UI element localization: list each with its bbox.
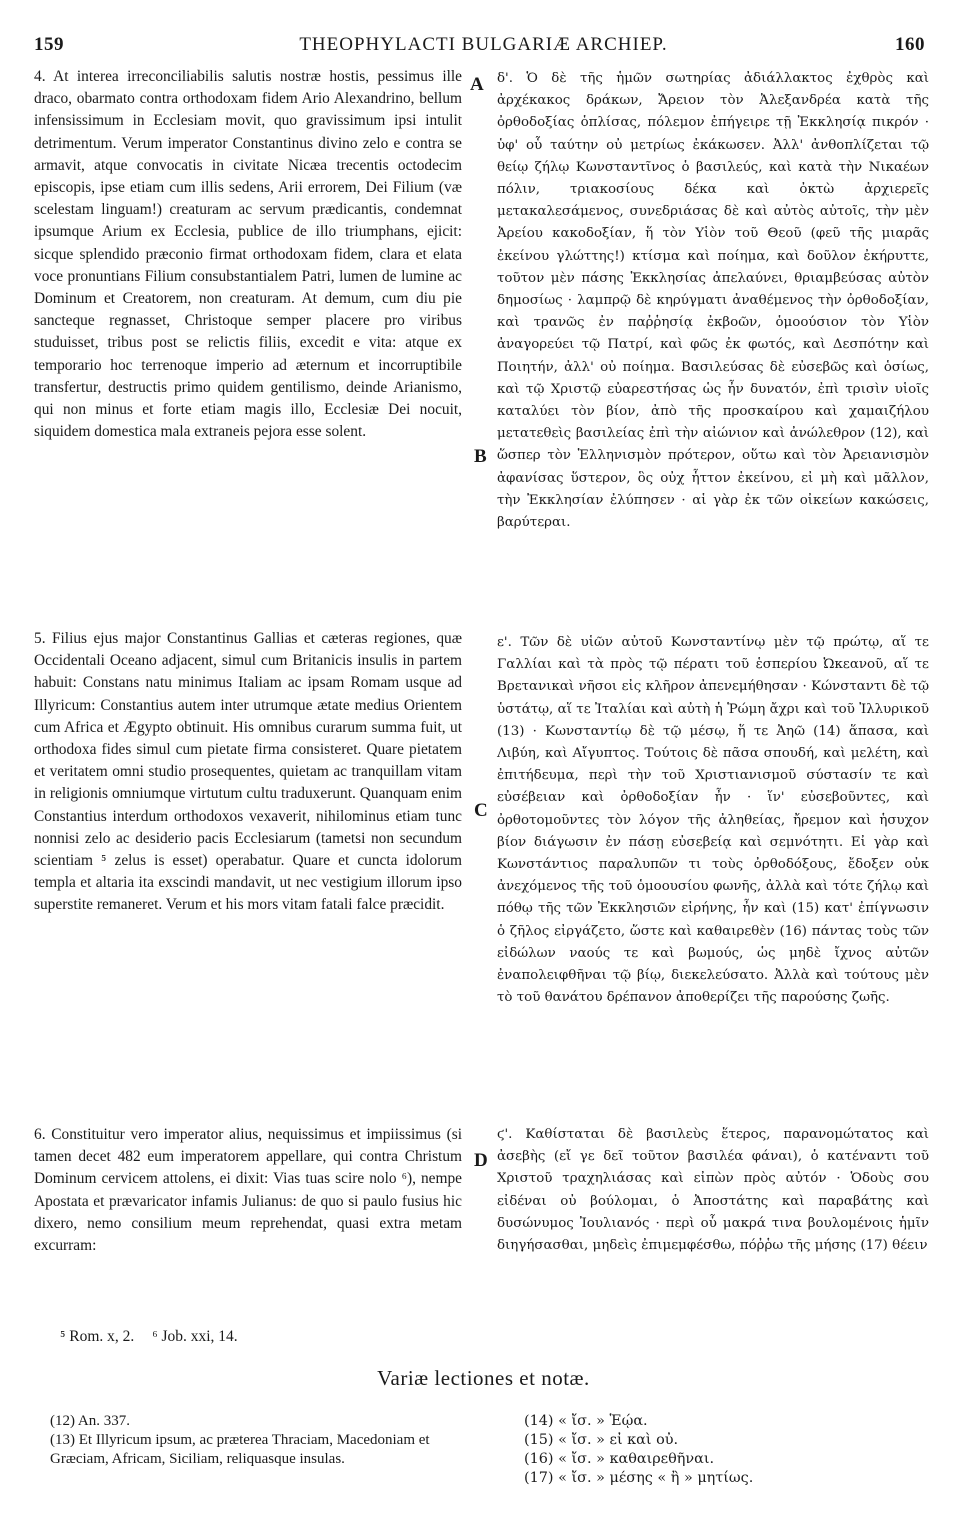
variae-note-14: (14) « ἴσ. » Ἑῴα. <box>524 1413 648 1429</box>
margin-letter-d: D <box>474 1150 488 1171</box>
greek-text-4: δ'. Ὁ δὲ τῆς ἡμῶν σωτηρίας ἀδιάλλακτος ἐχθρὸς καὶ ἀρχέκακος δράκων, Ἄρειον τὸν Ἀλεξανδρέα κατὰ τῆς ὀρθοδοξίας ὁπλίσας, πόλεμον ἐπήγειρε τῇ Ἐκκλησίᾳ πικρόν · ὑφ' οὗ ταύτην οὐ μετρίως ἐκάκωσεν. Ἀλλ' ἀνθοπλίζεται τῷ θείῳ ζήλῳ Κωνσταντῖνος ὁ βασιλεύς, καὶ κατὰ τὴν Νικαέων πόλιν, τριακοσίους δέκα καὶ ὀκτὼ ἀρχιερεῖς μετακαλεσάμενος, συνεδριάσας δὲ καὶ αὐτὸς αὐτοῖς, τὴν μὲν Ἀρείου κακοδοξίαν, ἥ τὸν Υἱὸν τοῦ Θεοῦ (φεῦ τῆς μιαρᾶς ἐκείνου γλώττης!) κτίσμα καὶ ποίημα, καὶ δοῦλον ἐκήρυττε, τοῦτον μὲν πάσης Ἐκκλησίας ἀπελαύνει, θριαμβεύσας αὐτὸν δημοσίως · λαμπρῷ δὲ κηρύγματι ἀναθέμενος τὴν ὀρθοδοξίαν, καὶ τρανῶς ἐν παῤῥησίᾳ ἐκβοῶν, ὁμοούσιον τὸν Υἱὸν ἀναγορεύει τῷ Πατρί, καὶ φῶς ἐκ φωτός, καὶ Δεσπότην καὶ Ποιητήν, ἀλλ' οὐ ποίημα. Βασιλεύσας δὲ εὐσεβῶς καὶ ὁσίως, καὶ τῷ Χριστῷ εὐαρεστήσας ὡς ἦν δυνατόν, ἐπὶ τρισὶν υἱοῖς καταλύει τὸν βίον, ἀπὸ τῆς προσκαίρου καὶ χαμαιζήλου μετατεθεὶς βασιλείας ἐπὶ τὴν αἰώνιον καὶ ἀνώλεθρον (12), καὶ ὥσπερ τὸν Ἑλληνισμὸν πρότερον, οὕτω καὶ τὸν Ἀρειανισμὸν ἀφανίσας ὕστερον, ὃς οὐχ ἧττον ἐκείνου, εἰ μὴ καὶ μᾶλλον, τὴν Ἐκκλησίαν ἐλύπησεν · αἱ γὰρ ἐκ τῶν οἰκείων κακώσεις, βαρύτεραι. <box>497 71 929 531</box>
latin-paragraph-4 <box>34 66 462 443</box>
page-number-left: 159 <box>34 34 64 55</box>
margin-letter-b: B <box>474 446 487 467</box>
margin-letter-c: C <box>474 800 488 821</box>
greek-paragraph-6 <box>497 1124 929 1257</box>
latin-paragraph-5 <box>34 628 462 917</box>
latin-paragraph-6 <box>34 1124 462 1257</box>
variae-right-notes <box>524 1412 944 1488</box>
variae-note-16: (16) « ἴσ. » καθαιρεθῆναι. <box>524 1451 715 1467</box>
variae-note-17: (17) « ἴσ. » μέσης « ἢ » μητίως. <box>524 1470 754 1486</box>
latin-text-5: 5. Filius ejus major Constantinus Gallias et cæteras regiones, quæ Occidentali Oceano adjacent, simul cum Britanicis insulis in partem habuit: Constans natu minimus Italiam ac ipsam Romam usque ad Illyricum: Constantius autem inter utrumque ætate medius Orientem cum Africa et Ægypto obtinuit. His omnibus curarum summa fuit, ut orthodoxa fides simul cum pietate firma consisteret. Quare pietatem et veritatem omni studio prosequentes, quietam ac tranquillam vitam in religionis omniumque virtutum cultu traduxerunt. Quanquam enim Constantius interdum orthodoxos vexaverit, nihilominus etiam tunc nonnisi zelo ac desiderio pacis Ecclesiarum (tametsi non secundum scientiam ⁵ zelus is esset) operabatur. Quare et cuncta idolorum templa et altaria ita exscindi mandavit, ut nec vestigium illorum ipso superstite remaneret. Verum et his mors vitam fatali falce præcidit. <box>34 630 462 914</box>
variae-note-12: (12) An. 337. <box>50 1413 130 1429</box>
variae-left-notes <box>50 1412 470 1469</box>
footnote-6: ⁶ Job. xxi, 14. <box>152 1328 238 1345</box>
latin-text-6: 6. Constituitur vero imperator alius, nequissimus et impiissimus (si tamen decet 482 eum imperatorem appellare, qui contra Christum Dominum cervicem attolens, ei dixit: Vias tuas scire nolo ⁶), nempe Apostata et prævaricator infamis Julianus: de quo si paulo fusius hic dixero, nemo consilium meum reprehendat, quasi extra metam excurram: <box>34 1126 462 1255</box>
latin-text-4: 4. At interea irreconciliabilis salutis nostræ hostis, pessimus ille draco, obarmato contra orthodoxam fidem Ario Alexandrino, bellum infensissimum in Ecclesiam movit, quo gravissimum ipsi intulit detrimentum. Verum imperator Constantinus divino zelo e contra se armavit, atque convocatis in civitate Nicæa trecentis octodecim episcopis, ipse etiam cum illis sedens, Arii errorem, Dei Filium (væ scelestam linguam!) creaturam ac servum prædicantis, condemnat ipsumque Arium ex Ecclesia, publice de illo triumphans, ejicit: sicque splendido præconio firmat orthodoxam fidem, clara et elata voce pronuntians Filium consubstantialem Patri, lumen de lumine ac Dominum et Creatorem, non creaturam. At demum, cum diu pie sancteque regnasset, Christoque semper placere pro viribus studuisset, tribus post se relictis filiis, excedit e vita: atque ex temporario hoc terrenoque imperio ad æternum et incorruptibile transfertur, destructis primo quidem gentilismo, deinde Arianismo, qui non minus et forte etiam magis illo, Ecclesiæ Dei nocuit, siquidem domestica mala extraneis pejora esse solent. <box>34 68 462 441</box>
variae-note-15: (15) « ἴσ. » εἰ καὶ οὐ. <box>524 1432 679 1448</box>
footnote-5: ⁵ Rom. x, 2. <box>60 1328 135 1345</box>
variae-heading: Variæ lectiones et notæ. <box>377 1366 590 1390</box>
greek-text-6: ϛ'. Καθίσταται δὲ βασιλεὺς ἕτερος, παρανομώτατος καὶ ἀσεβὴς (εἴ γε δεῖ τοῦτον βασιλέα φάναι), ὁ κατέναντι τοῦ Χριστοῦ τραχηλιάσας καὶ εἰπὼν πρὸς αὐτόν · Ὁδοὺς σου εἰδέναι οὐ βούλομαι, ὁ Ἀποστάτης καὶ παραβάτης καὶ δυσώνυμος Ἰουλιανός · περὶ οὗ μακρά τινα βουλομένοις ἡμῖν διηγήσασθαι, μηδεὶς ἐπιμεμφέσθω, πόῤῥω τῆς μήσης (17) θέειν <box>497 1127 929 1254</box>
greek-text-5: ε'. Τῶν δὲ υἱῶν αὐτοῦ Κωνσταντίνῳ μὲν τῷ πρώτῳ, αἵ τε Γαλλίαι καὶ τὰ πρὸς τῷ πέρατι τοῦ ἑσπερίου Ὠκεανοῦ, αἵ τε Βρετανικαὶ νῆσοι εἰς κλῆρον ἀπενεμήθησαν · Κώνσταντι δὲ τῷ ὑστάτῳ, αἵ τε Ἰταλίαι καὶ αὐτὴ ἡ Ῥώμη ἄχρι καὶ τοῦ Ἰλλυρικοῦ (13) · Κωνσταντίῳ δὲ τῷ μέσῳ, ἥ τε Ἀηῶ (14) ἅπασα, καὶ Λιβύη, καὶ Αἴγυπτος. Τούτοις δὲ πᾶσα σπουδή, καὶ μελέτη, καὶ ἐπιτήδευμα, περὶ τὴν τοῦ Χριστιανισμοῦ σύστασίν τε καὶ εὐσέβειαν καὶ ὀρθοδοξίαν ἦν · ἵν' εὐσεβοῦντες, καὶ ὀρθοτομοῦντες τὸν λόγον τῆς ἀληθείας, ἤρεμον καὶ ἡσυχον βίον διάγωσιν ἐν πάσῃ εὐσεβείᾳ καὶ σεμνότητι. Εἰ γὰρ καὶ Κωνστάντιος παραλυπῶν τι τοὺς ὀρθοδόξους, ἔδοξεν οὐκ ἀνεχόμενος τῆς τοῦ ὁμοουσίου φωνῆς, ἀλλὰ καὶ τότε ζήλῳ καὶ πόθῳ τῆς τῶν Ἐκκλησιῶν εἰρήνης, ἦν καὶ (15) κατ' ἐπίγνωσιν ὁ ζῆλος εἰργάζετο, ὥστε καὶ καθαιρεθὲν (16) πάντας τοὺς τῶν εἰδώλων ναούς τε καὶ βωμούς, ὡς μηδὲ ἴχνος αὐτῶν ἐναπολειφθῆναι τῷ βίῳ, διεκελεύσατο. Ἀλλὰ καὶ τούτους μὲν τὸ τοῦ θανάτου δρέπανον ἀποθερίζει τῆς παρούσης ζωῆς. <box>497 635 929 1006</box>
greek-paragraph-5 <box>497 632 929 1009</box>
greek-paragraph-4 <box>497 68 929 534</box>
running-title: THEOPHYLACTI BULGARIÆ ARCHIEP. <box>299 34 668 55</box>
margin-letter-a: A <box>470 74 484 95</box>
running-header <box>0 34 967 60</box>
variae-note-13: (13) Et Illyricum ipsum, ac præterea Thraciam, Macedoniam et Græciam, Africam, Siciliam, reliquasque insulas. <box>50 1432 430 1467</box>
page-number-right: 160 <box>895 34 925 55</box>
footnotes <box>60 1328 252 1346</box>
